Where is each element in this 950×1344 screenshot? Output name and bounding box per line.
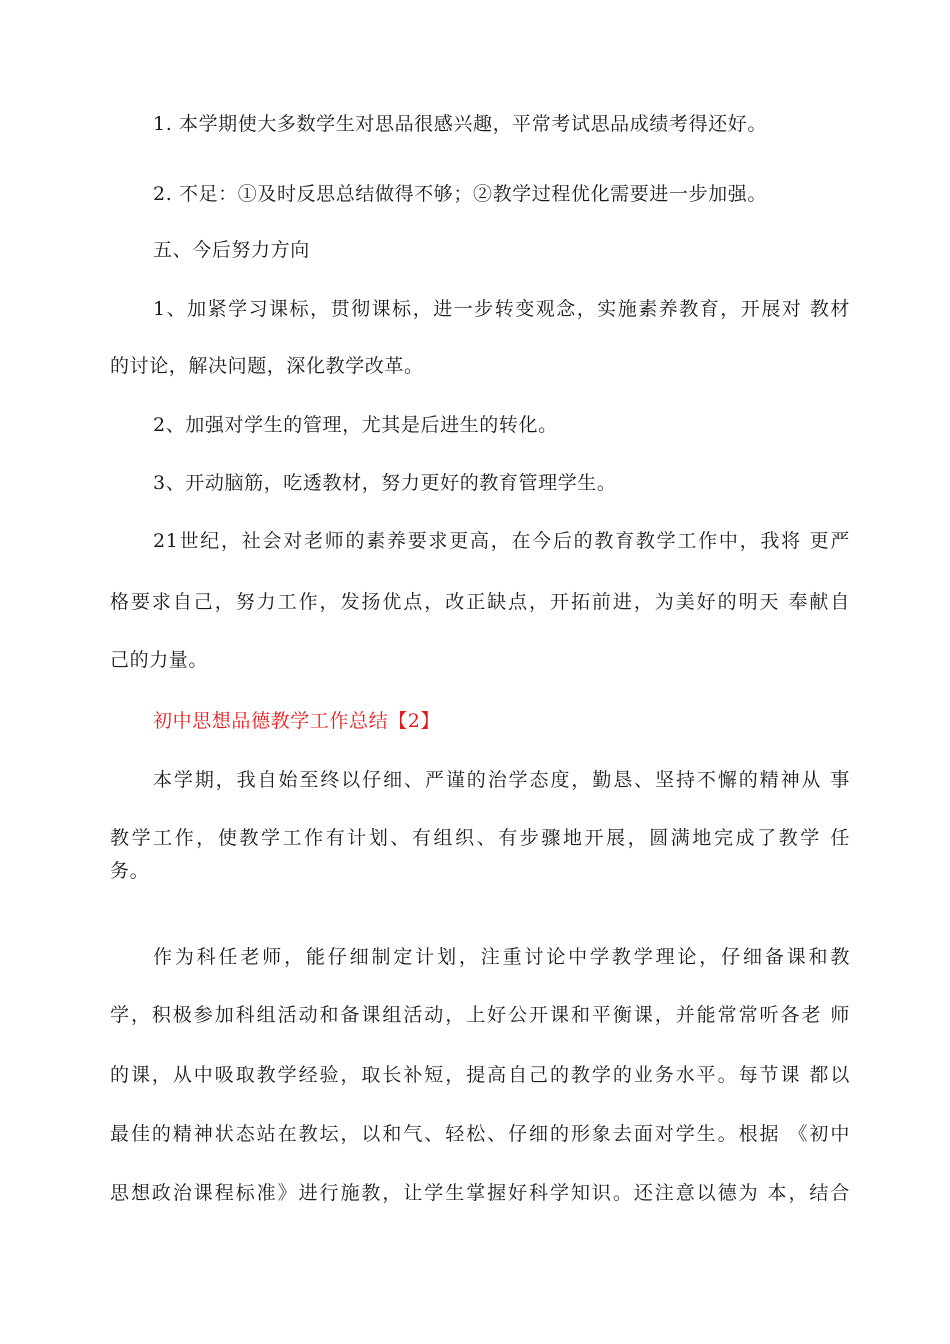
paragraph-line: 本学期，我自始至终以仔细、严谨的治学态度，勤恳、坚持不懈的精神从 事 (153, 769, 850, 791)
paragraph-line: 务。 (110, 860, 150, 882)
paragraph-line: 21世纪，社会对老师的素养要求更高，在今后的教育教学工作中，我将 更严 (153, 530, 850, 552)
paragraph-line: 的课，从中吸取教学经验，取长补短，提高自己的教学的业务水平。每节课 都以 (110, 1064, 850, 1086)
paragraph-line: 教学工作，使教学工作有计划、有组织、有步骤地开展，圆满地完成了教学 任 (110, 827, 850, 849)
paragraph-line: 3、开动脑筋，吃透教材，努力更好的教育管理学生。 (153, 472, 617, 494)
section-heading-future-direction: 五、今后努力方向 (153, 239, 310, 261)
paragraph-line: 2、加强对学生的管理，尤其是后进生的转化。 (153, 414, 558, 436)
paragraph-line: 作为科任老师，能仔细制定计划，注重讨论中学教学理论，仔细备课和教 (153, 946, 850, 968)
paragraph-line: 己的力量。 (110, 649, 209, 671)
list-item-shortcoming: 2. 不足：①及时反思总结做得不够；②教学过程优化需要进一步加强。 (153, 183, 767, 205)
section-title-summary-2: 初中思想品德教学工作总结【2】 (153, 710, 441, 732)
paragraph-line: 最佳的精神状态站在教坛，以和气、轻松、仔细的形象去面对学生。根据 《初中 (110, 1123, 850, 1145)
list-item-achievement: 1. 本学期使大多数学生对思品很感兴趣，平常考试思品成绩考得还好。 (153, 113, 767, 135)
paragraph-line: 思想政治课程标准》进行施教，让学生掌握好科学知识。还注意以德为 本，结合 (110, 1182, 850, 1204)
paragraph-line: 格要求自己，努力工作，发扬优点，改正缺点，开拓前进，为美好的明天 奉献自 (110, 591, 850, 613)
paragraph-line: 学，积极参加科组活动和备课组活动，上好公开课和平衡课，并能常常听各老 师 (110, 1004, 850, 1026)
paragraph-line: 的讨论，解决问题，深化教学改革。 (110, 355, 424, 377)
paragraph-line: 1、加紧学习课标，贯彻课标，进一步转变观念，实施素养教育，开展对 教材 (153, 298, 850, 320)
